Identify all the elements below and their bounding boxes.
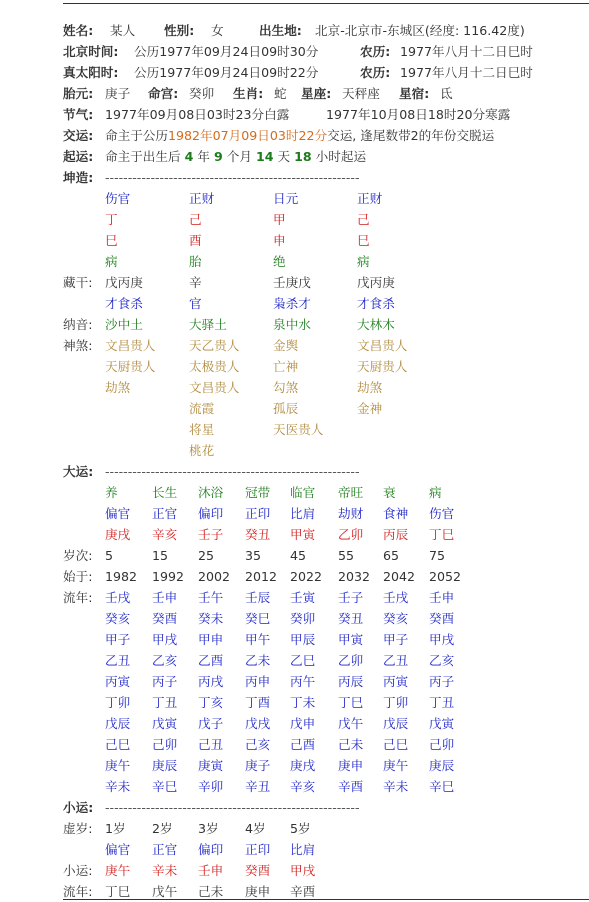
dayun-liunian: 己卯	[429, 737, 455, 752]
xiaoyun-xusui: 3岁	[198, 821, 219, 836]
bazi-shensha: 文昌贵人	[357, 338, 408, 353]
xiaoyun-ganzhi: 甲戌	[290, 863, 316, 878]
xiaoyun-shishen: 偏官	[105, 842, 131, 857]
bazi-gan: 甲	[273, 212, 286, 227]
bazi-gan: 己	[357, 212, 370, 227]
bazi-zhi: 巳	[357, 233, 370, 248]
xiaoyun-xusui: 4岁	[245, 821, 266, 836]
dayun-liunian: 壬寅	[290, 590, 316, 605]
dayun-age: 55	[338, 548, 355, 563]
xiaoyun-dashes: --------------------------------------------------------	[105, 800, 360, 815]
bazi-shensha: 太极贵人	[189, 359, 240, 374]
dayun-liunian: 戊戌	[245, 716, 271, 731]
jiaoyun-date: 1982年07月09日03时22分	[167, 128, 328, 143]
dayun-liunian: 辛未	[383, 779, 409, 794]
xingxiu-label: 星宿:	[399, 86, 430, 101]
dayun-liunian: 戊寅	[152, 716, 178, 731]
dayun-liunian: 丙子	[429, 674, 455, 689]
dayun-liunian: 癸酉	[152, 611, 178, 626]
bazi-shensha: 流霞	[189, 401, 215, 416]
bazi-zhangsheng: 病	[105, 254, 118, 269]
dayun-start-year: 2052	[429, 569, 462, 584]
xiaoyun-shishen: 偏印	[198, 842, 224, 857]
jieqi-value-1: 1977年09月08日03时23分白露	[105, 107, 290, 122]
dayun-liunian: 丁丑	[152, 695, 178, 710]
bazi-shensha: 亡神	[273, 359, 299, 374]
dayun-zhangsheng: 临官	[290, 485, 316, 500]
dayun-liunian: 癸卯	[290, 611, 316, 626]
bazi-nayin: 泉中水	[273, 317, 311, 332]
qiyun-text	[105, 146, 366, 167]
bazi-shensha: 天乙贵人	[189, 338, 240, 353]
qiyun-u1: 年	[197, 149, 210, 164]
dayun-liunian: 戊子	[198, 716, 224, 731]
dayun-liunian: 丙寅	[105, 674, 131, 689]
dayun-ganzhi: 庚戌	[105, 527, 131, 542]
qiyun-days: 14	[255, 149, 274, 164]
dayun-liunian: 丙午	[290, 674, 316, 689]
name-value: 某人	[110, 23, 136, 38]
bazi-shensha: 孤辰	[273, 401, 299, 416]
dayun-liunian: 己巳	[383, 737, 409, 752]
qiyun-p1: 命主于出生后	[105, 149, 181, 164]
dayun-shishen: 正印	[245, 506, 271, 521]
top-divider	[63, 3, 589, 4]
dayun-liunian: 辛丑	[245, 779, 271, 794]
dayun-liunian: 戊寅	[429, 716, 455, 731]
dayun-liunian: 甲子	[105, 632, 131, 647]
dayun-zhangsheng: 沐浴	[198, 485, 224, 500]
dayun-ganzhi: 乙卯	[338, 527, 364, 542]
dayun-liunian: 甲辰	[290, 632, 316, 647]
birthplace-value: 北京-北京市-东城区(经度: 116.42度)	[315, 23, 525, 38]
dayun-age: 5	[105, 548, 114, 563]
xiaoyun-liunian: 己未	[198, 884, 224, 899]
dayun-liunian: 丁酉	[245, 695, 271, 710]
bazi-shishen: 日元	[273, 191, 299, 206]
bazi-canggan: 戊丙庚	[357, 275, 395, 290]
dayun-zhangsheng: 长生	[152, 485, 178, 500]
bazi-zhangsheng: 胎	[189, 254, 202, 269]
xiaoyun-label: 小运:	[63, 863, 93, 878]
dayun-liunian: 乙巳	[290, 653, 316, 668]
dayun-liunian: 癸未	[198, 611, 224, 626]
dayun-liunian: 壬辰	[245, 590, 271, 605]
bazi-shensha: 勾煞	[273, 380, 299, 395]
xiaoyun-ganzhi: 庚午	[105, 863, 131, 878]
xiaoyun-xusui: 1岁	[105, 821, 126, 836]
bazi-canggan: 辛	[189, 275, 202, 290]
dayun-liunian: 己未	[338, 737, 364, 752]
bazi-shensha: 金神	[357, 401, 383, 416]
dayun-liunian: 乙亥	[429, 653, 455, 668]
dayun-liunian: 甲戌	[152, 632, 178, 647]
xiaoyun-liunian: 庚申	[245, 884, 271, 899]
dayun-liunian: 丁未	[290, 695, 316, 710]
bazi-shensha: 文昌贵人	[189, 380, 240, 395]
dayun-liunian: 甲戌	[429, 632, 455, 647]
dayun-dashes: --------------------------------------------------------	[105, 464, 360, 479]
xiaoyun-ganzhi: 壬申	[198, 863, 224, 878]
dayun-liunian: 甲子	[383, 632, 409, 647]
qiyun-months: 9	[213, 149, 223, 164]
xingxiu-value: 氐	[440, 86, 453, 101]
xiaoyun-liunian-label: 流年:	[63, 884, 93, 899]
dayun-liunian: 庚申	[338, 758, 364, 773]
dayun-liunian: 庚寅	[198, 758, 224, 773]
dayun-liunian: 丙寅	[383, 674, 409, 689]
dayun-liunian-label: 流年:	[63, 590, 93, 605]
jieqi-label: 节气:	[63, 107, 94, 122]
bazi-gan: 丁	[105, 212, 118, 227]
dayun-liunian: 己巳	[105, 737, 131, 752]
bazi-canggan-shishen: 才食杀	[105, 296, 143, 311]
lunar-value-1: 1977年八月十二日巳时	[400, 44, 533, 59]
dayun-liunian: 甲申	[198, 632, 224, 647]
dayun-title: 大运:	[63, 464, 94, 479]
dayun-liunian: 辛亥	[290, 779, 316, 794]
dayun-liunian: 戊午	[338, 716, 364, 731]
birthplace-label: 出生地:	[259, 23, 302, 38]
bazi-dashes: --------------------------------------------------------	[105, 170, 360, 185]
dayun-ganzhi: 丙辰	[383, 527, 409, 542]
shensha-label: 神煞:	[63, 338, 93, 353]
dayun-ganzhi: 辛亥	[152, 527, 178, 542]
bazi-canggan-shishen: 才食杀	[357, 296, 395, 311]
dayun-ganzhi: 丁巳	[429, 527, 455, 542]
lunar-label-2: 农历:	[360, 65, 391, 80]
xusui-label: 虚岁:	[63, 821, 93, 836]
dayun-liunian: 己卯	[152, 737, 178, 752]
dayun-ganzhi: 癸丑	[245, 527, 271, 542]
dayun-liunian: 丙戌	[198, 674, 224, 689]
dayun-start-year: 1992	[152, 569, 185, 584]
bazi-shensha: 天医贵人	[273, 422, 324, 437]
bazi-shishen: 伤官	[105, 191, 131, 206]
dayun-liunian: 辛未	[105, 779, 131, 794]
xiaoyun-shishen: 正官	[152, 842, 178, 857]
qiyun-hours: 18	[294, 149, 312, 164]
dayun-shishen: 伤官	[429, 506, 455, 521]
dayun-shishen: 比肩	[290, 506, 316, 521]
dayun-liunian: 壬戌	[383, 590, 409, 605]
dayun-liunian: 壬子	[338, 590, 364, 605]
minggong-value: 癸卯	[189, 86, 215, 101]
dayun-ganzhi: 甲寅	[290, 527, 316, 542]
dayun-liunian: 辛巳	[152, 779, 178, 794]
dayun-liunian: 庚辰	[429, 758, 455, 773]
dayun-zhangsheng: 帝旺	[338, 485, 364, 500]
qiyun-u3: 天	[277, 149, 291, 164]
jieqi-value-2: 1977年10月08日18时20分寒露	[326, 107, 511, 122]
dayun-liunian: 乙亥	[152, 653, 178, 668]
dayun-liunian: 癸亥	[383, 611, 409, 626]
start-label: 始于:	[63, 569, 93, 584]
dayun-liunian: 乙卯	[338, 653, 364, 668]
dayun-liunian: 乙未	[245, 653, 271, 668]
sex-value: 女	[211, 23, 224, 38]
dayun-liunian: 辛巳	[429, 779, 455, 794]
bazi-zhangsheng: 病	[357, 254, 370, 269]
taiyuan-label: 胎元:	[63, 86, 94, 101]
xiaoyun-shishen: 正印	[245, 842, 271, 857]
dayun-shishen: 偏印	[198, 506, 224, 521]
bazi-shensha: 天厨贵人	[105, 359, 156, 374]
beijing-time-value: 公历1977年09月24日09时30分	[134, 44, 319, 59]
bazi-canggan: 戊丙庚	[105, 275, 143, 290]
xiaoyun-title: 小运:	[63, 800, 94, 815]
dayun-liunian: 庚午	[105, 758, 131, 773]
dayun-shishen: 食神	[383, 506, 409, 521]
dayun-liunian: 甲午	[245, 632, 271, 647]
dayun-liunian: 己酉	[290, 737, 316, 752]
xiaoyun-liunian: 辛酉	[290, 884, 316, 899]
dayun-liunian: 庚戌	[290, 758, 316, 773]
dayun-zhangsheng: 冠带	[245, 485, 271, 500]
dayun-shishen: 正官	[152, 506, 178, 521]
dayun-age: 75	[429, 548, 446, 563]
dayun-liunian: 癸巳	[245, 611, 271, 626]
xiaoyun-liunian: 丁巳	[105, 884, 131, 899]
dayun-age: 35	[245, 548, 262, 563]
jiaoyun-prefix: 命主于公历	[105, 128, 168, 143]
dayun-age: 45	[290, 548, 307, 563]
xiaoyun-ganzhi: 癸酉	[245, 863, 271, 878]
bazi-zhangsheng: 绝	[273, 254, 286, 269]
dayun-liunian: 己丑	[198, 737, 224, 752]
dayun-liunian: 壬戌	[105, 590, 131, 605]
dayun-liunian: 辛卯	[198, 779, 224, 794]
lunar-value-2: 1977年八月十二日巳时	[400, 65, 533, 80]
dayun-liunian: 丁卯	[383, 695, 409, 710]
dayun-liunian: 辛酉	[338, 779, 364, 794]
bazi-nayin: 沙中土	[105, 317, 143, 332]
dayun-shishen: 偏官	[105, 506, 131, 521]
dayun-liunian: 丙辰	[338, 674, 364, 689]
dayun-zhangsheng: 病	[429, 485, 442, 500]
beijing-time-label: 北京时间:	[63, 44, 119, 59]
dayun-start-year: 2022	[290, 569, 323, 584]
nayin-label: 纳音:	[63, 317, 93, 332]
dayun-liunian: 乙丑	[105, 653, 131, 668]
dayun-liunian: 戊辰	[383, 716, 409, 731]
dayun-start-year: 2032	[338, 569, 371, 584]
dayun-shishen: 劫财	[338, 506, 364, 521]
dayun-liunian: 癸丑	[338, 611, 364, 626]
bazi-canggan-shishen: 枭杀才	[273, 296, 311, 311]
dayun-age: 15	[152, 548, 169, 563]
xiaoyun-xusui: 2岁	[152, 821, 173, 836]
dayun-start-year: 1982	[105, 569, 138, 584]
dayun-liunian: 丁亥	[198, 695, 224, 710]
dayun-liunian: 癸亥	[105, 611, 131, 626]
xingzuo-label: 星座:	[301, 86, 332, 101]
dayun-zhangsheng: 养	[105, 485, 118, 500]
jiaoyun-text	[105, 125, 494, 146]
dayun-liunian: 丁丑	[429, 695, 455, 710]
lunar-label-1: 农历:	[360, 44, 391, 59]
dayun-age: 25	[198, 548, 215, 563]
bazi-nayin: 大林木	[357, 317, 395, 332]
dayun-liunian: 己亥	[245, 737, 271, 752]
bazi-shishen: 正财	[189, 191, 215, 206]
bazi-nayin: 大驿土	[189, 317, 227, 332]
shengxiao-label: 生肖:	[233, 86, 264, 101]
dayun-liunian: 丁卯	[105, 695, 131, 710]
dayun-liunian: 庚午	[383, 758, 409, 773]
qiyun-u2: 个月	[226, 149, 252, 164]
bazi-title: 坤造:	[63, 170, 94, 185]
solar-time-value: 公历1977年09月24日09时22分	[134, 65, 319, 80]
age-label: 岁次:	[63, 548, 93, 563]
bazi-shensha: 桃花	[189, 443, 215, 458]
bazi-shensha: 天厨贵人	[357, 359, 408, 374]
qiyun-years: 4	[184, 149, 194, 164]
sex-label: 性别:	[164, 23, 195, 38]
dayun-start-year: 2002	[198, 569, 231, 584]
shengxiao-value: 蛇	[274, 86, 287, 101]
canggan-label: 藏干:	[63, 275, 93, 290]
dayun-liunian: 壬申	[429, 590, 455, 605]
dayun-liunian: 戊辰	[105, 716, 131, 731]
bazi-zhi: 申	[273, 233, 286, 248]
bazi-gan: 己	[189, 212, 202, 227]
dayun-liunian: 乙丑	[383, 653, 409, 668]
xiaoyun-ganzhi: 辛未	[152, 863, 178, 878]
dayun-age: 65	[383, 548, 400, 563]
bazi-shensha: 将星	[189, 422, 215, 437]
dayun-liunian: 丁巳	[338, 695, 364, 710]
bazi-zhi: 巳	[105, 233, 118, 248]
dayun-liunian: 壬午	[198, 590, 224, 605]
bazi-canggan-shishen: 官	[189, 296, 202, 311]
dayun-liunian: 庚辰	[152, 758, 178, 773]
dayun-start-year: 2012	[245, 569, 278, 584]
dayun-zhangsheng: 衰	[383, 485, 396, 500]
jiaoyun-label: 交运:	[63, 128, 94, 143]
name-label: 姓名:	[63, 23, 94, 38]
bottom-divider	[63, 899, 589, 900]
dayun-liunian: 丙申	[245, 674, 271, 689]
qiyun-label: 起运:	[63, 149, 94, 164]
bazi-shensha: 劫煞	[105, 380, 131, 395]
dayun-liunian: 庚子	[245, 758, 271, 773]
dayun-liunian: 戊申	[290, 716, 316, 731]
bazi-shensha: 劫煞	[357, 380, 383, 395]
xingzuo-value: 天秤座	[342, 86, 380, 101]
taiyuan-value: 庚子	[105, 86, 131, 101]
dayun-liunian: 丙子	[152, 674, 178, 689]
dayun-liunian: 壬申	[152, 590, 178, 605]
dayun-start-year: 2042	[383, 569, 416, 584]
minggong-label: 命宫:	[148, 86, 179, 101]
xiaoyun-shishen: 比肩	[290, 842, 316, 857]
dayun-liunian: 甲寅	[338, 632, 364, 647]
bazi-zhi: 酉	[189, 233, 202, 248]
dayun-liunian: 乙酉	[198, 653, 224, 668]
solar-time-label: 真太阳时:	[63, 65, 119, 80]
bazi-shensha: 文昌贵人	[105, 338, 156, 353]
jiaoyun-suffix: 交运, 逢尾数带2的年份交脱运	[327, 128, 495, 143]
xiaoyun-xusui: 5岁	[290, 821, 311, 836]
bazi-shishen: 正财	[357, 191, 383, 206]
dayun-ganzhi: 壬子	[198, 527, 224, 542]
xiaoyun-liunian: 戊午	[152, 884, 178, 899]
dayun-liunian: 癸酉	[429, 611, 455, 626]
bazi-shensha: 金舆	[273, 338, 299, 353]
qiyun-u4: 小时起运	[315, 149, 367, 164]
bazi-canggan: 壬庚戊	[273, 275, 311, 290]
